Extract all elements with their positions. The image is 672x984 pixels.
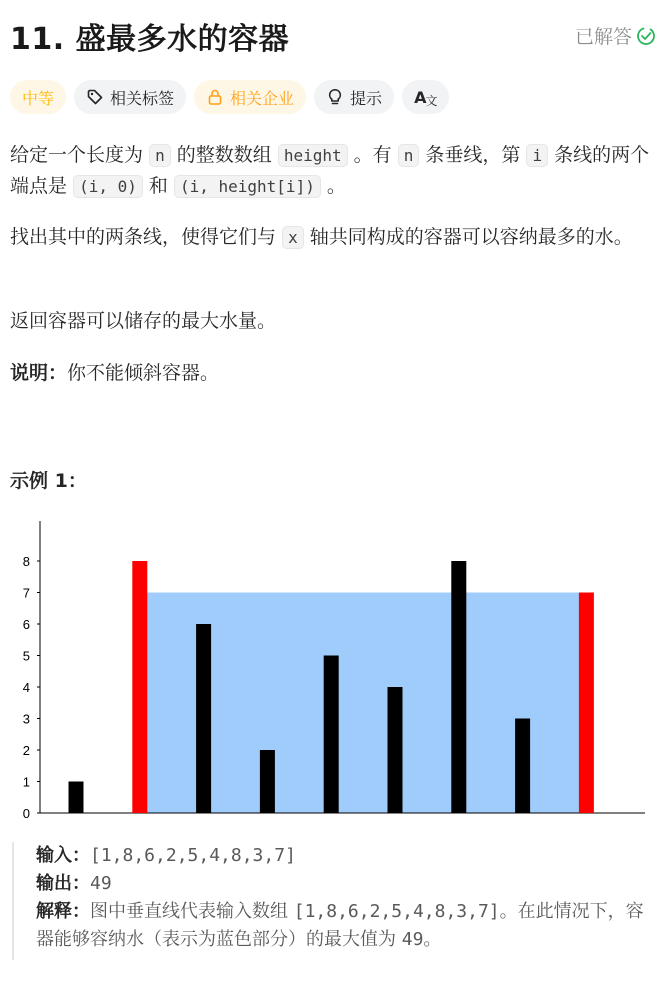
tag-icon (86, 88, 104, 106)
explain-text: 图中垂直线代表输入数组 (90, 901, 288, 922)
bar-highlight (579, 593, 594, 814)
y-tick-label: 0 (22, 806, 30, 821)
inline-code: (i, height[i]) (174, 175, 321, 198)
bar (388, 687, 403, 813)
bar-highlight (132, 561, 147, 813)
example-title: 示例 1： (10, 470, 87, 492)
hint-button[interactable] (314, 80, 394, 114)
example-explain-row (36, 898, 660, 954)
bar (69, 782, 84, 814)
solved-status (575, 22, 656, 49)
inline-code: x (282, 226, 304, 249)
example-output-row (36, 870, 660, 898)
text: 。有 (353, 144, 392, 166)
y-tick-label: 5 (22, 648, 30, 664)
text: 轴共同构成的容器可以容纳最多的水。 (309, 226, 633, 248)
text: 条线的两个端点是 (10, 144, 650, 197)
page-title: 11. 盛最多水的容器 (10, 22, 290, 57)
translate-icon-sub: 文 (425, 93, 438, 108)
y-tick-label: 7 (22, 585, 30, 601)
lightbulb-icon (326, 88, 344, 106)
text: 给定一个长度为 (10, 144, 144, 166)
lock-icon (206, 88, 224, 106)
explain-text: 。在此情况下，容器能够容纳水（表示为蓝色部分）的最大值为 (36, 901, 644, 950)
y-tick-label: 6 (22, 617, 30, 632)
difficulty-badge[interactable] (10, 80, 66, 114)
note-text: 你不能倾斜容器。 (67, 362, 220, 384)
solved-label: 已解答 (574, 26, 632, 48)
explain-code: [1,8,6,2,5,4,8,3,7] (293, 901, 500, 922)
explain-code: 49 (401, 929, 424, 950)
y-tick-label: 1 (22, 774, 30, 790)
output-label: 输出： (36, 873, 90, 894)
text: 找出其中的两条线，使得它们与 (10, 226, 277, 248)
translate-button[interactable] (402, 80, 449, 114)
hint-label: 提示 (350, 88, 383, 108)
explain-text: 。 (423, 929, 442, 950)
inline-code: n (149, 144, 171, 167)
check-circle-icon (636, 26, 656, 46)
companies-tag-label: 相关企业 (230, 88, 295, 108)
inline-code: (i, 0) (73, 175, 143, 198)
bar (451, 561, 466, 813)
text: 条垂线，第 (425, 144, 521, 166)
note-label: 说明： (10, 362, 68, 384)
inline-code: i (526, 144, 548, 167)
inline-code: n (398, 144, 420, 167)
text: 。 (326, 175, 346, 197)
tag-bar (10, 80, 449, 114)
translate-icon: A (414, 87, 427, 107)
inline-code: height (278, 144, 348, 167)
container-chart (0, 515, 660, 825)
example-input-row (36, 842, 660, 870)
y-tick-label: 2 (22, 743, 30, 758)
description-paragraph-1 (10, 140, 660, 202)
output-value: 49 (90, 873, 112, 894)
bar (260, 750, 275, 813)
input-value: [1,8,6,2,5,4,8,3,7] (90, 845, 296, 866)
text: 的整数数组 (176, 144, 272, 166)
topics-tag-label: 相关标签 (110, 88, 175, 108)
description-paragraph-3: 返回容器可以储存的最大水量。 (10, 310, 277, 332)
example-block (12, 842, 660, 960)
y-tick-label: 3 (22, 711, 30, 727)
bar (324, 656, 339, 814)
bar (515, 719, 530, 814)
y-tick-label: 8 (22, 554, 30, 569)
explain-label: 解释： (36, 901, 90, 922)
text: 和 (148, 175, 168, 197)
description-paragraph-2 (10, 222, 660, 253)
topics-tag-button[interactable] (74, 80, 186, 114)
description-paragraph-4 (10, 358, 660, 388)
difficulty-label: 中等 (22, 88, 55, 108)
companies-tag-button[interactable] (194, 80, 306, 114)
y-tick-label: 4 (22, 680, 30, 695)
problem-header (10, 14, 662, 58)
bar (196, 624, 211, 813)
input-label: 输入： (36, 845, 90, 866)
